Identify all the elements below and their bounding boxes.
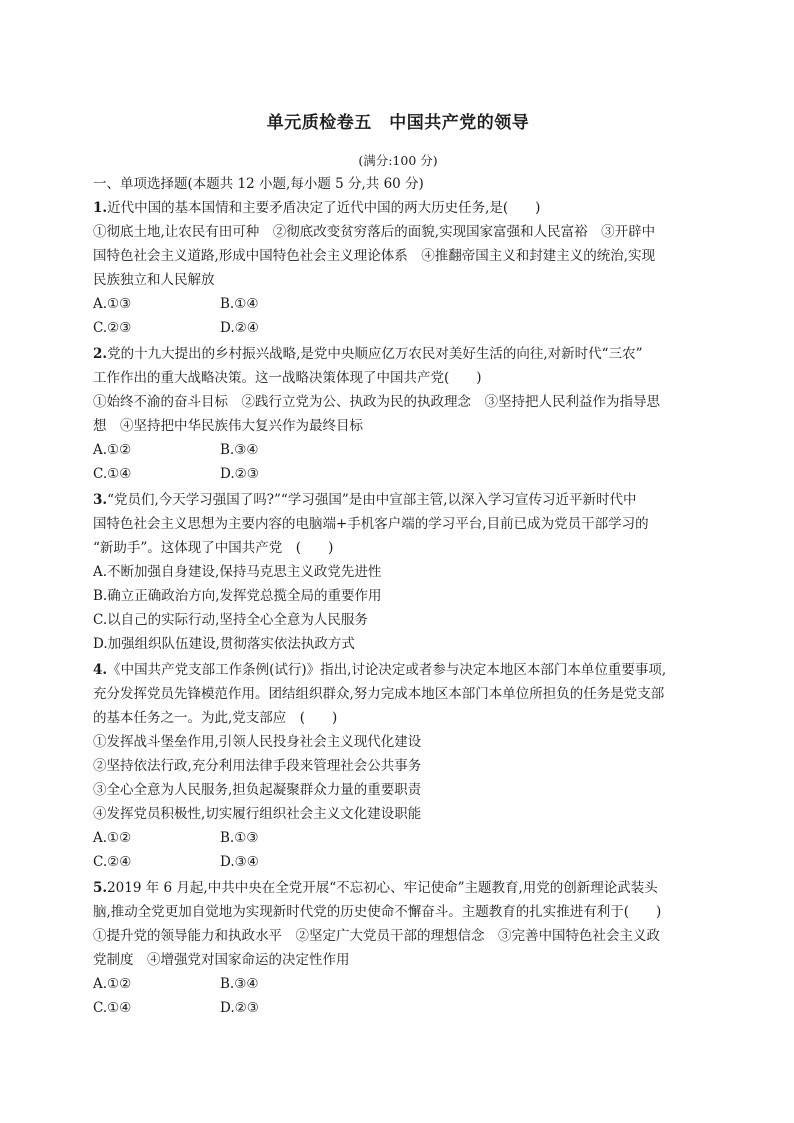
question-text: 民族独立和人民解放 [93, 272, 215, 288]
option-row [93, 438, 703, 462]
question-line [93, 244, 703, 268]
question-2 [93, 342, 703, 486]
question-number: 2. [93, 346, 108, 362]
question-text: 《中国共产党支部工作条例(试行)》指出,讨论决定或者参与决定本地区本部门本单位重要事项, [107, 662, 667, 678]
question-text: 想 ④坚持把中华民族伟大复兴作为最终目标 [93, 418, 363, 434]
question-line [93, 948, 703, 972]
question-text: 的基本任务之一。为此,党支部应 ( ) [93, 710, 338, 726]
question-3 [93, 488, 703, 656]
question-line [93, 924, 703, 948]
question-line [93, 560, 703, 584]
question-number: 3. [93, 492, 108, 508]
question-number: 5. [93, 880, 108, 896]
question-text: 脑,推动全党更加自觉地为实现新时代党的历史使命不懈奋斗。主题教育的扎实推进有利于( ) [93, 904, 662, 920]
question-line [93, 778, 703, 802]
option-row [93, 292, 703, 316]
answer-option: D.②③ [220, 1000, 259, 1016]
question-line [93, 488, 703, 512]
question-line [93, 730, 703, 754]
option-row [93, 316, 703, 340]
section-heading: 一、单项选择题(本题共 12 小题,每小题 5 分,共 60 分) [93, 176, 424, 192]
answer-option: A.①② [93, 830, 132, 846]
question-line [93, 366, 703, 390]
question-text: ①彻底土地,让农民有田可种 ②彻底改变贫穷落后的面貌,实现国家富强和人民富裕 ③开辟中 [93, 224, 656, 240]
question-line [93, 196, 703, 220]
answer-option: B.③④ [220, 976, 259, 992]
answer-option: C.②③ [93, 320, 132, 336]
answer-option: A.①③ [93, 296, 132, 312]
question-text: 2019 年 6 月起,中共中央在全党开展“不忘初心、牢记使命”主题教育,用党的创新理论武装头 [107, 880, 658, 896]
score-note: (满分:100 分) [358, 153, 438, 168]
question-text: 工作作出的重大战略决策。这一战略决策体现了中国共产党( ) [93, 370, 482, 386]
question-text: D.加强组织队伍建设,贯彻落实依法执政方式 [93, 636, 355, 652]
question-text: ③全心全意为人民服务,担负起凝聚群众力量的重要职责 [93, 782, 422, 798]
option-row [93, 972, 703, 996]
answer-option: A.①② [93, 976, 132, 992]
question-text: 国特色社会主义思想为主要内容的电脑端+手机客户端的学习平台,目前已成为党员干部学习的 [93, 516, 649, 532]
question-1 [93, 196, 703, 340]
question-text: ①提升党的领导能力和执政水平 ②坚定广大党员干部的理想信念 ③完善中国特色社会主义政 [93, 928, 660, 944]
question-line [93, 268, 703, 292]
exam-page [93, 108, 703, 1020]
question-line [93, 342, 703, 366]
question-line [93, 876, 703, 900]
question-text: 党的十九大提出的乡村振兴战略,是党中央顺应亿万农民对美好生活的向往,对新时代“三农” [107, 346, 643, 362]
answer-option: D.②④ [220, 320, 259, 336]
question-text: “新助手”。这体现了中国共产党 ( ) [93, 540, 334, 556]
answer-option: D.③④ [220, 854, 259, 870]
question-4 [93, 658, 703, 874]
answer-option: C.①④ [93, 1000, 132, 1016]
option-row [93, 826, 703, 850]
answer-option: A.①② [93, 442, 132, 458]
question-line [93, 682, 703, 706]
question-line [93, 900, 703, 924]
question-text: ②坚持依法行政,充分利用法律手段来管理社会公共事务 [93, 758, 422, 774]
question-5 [93, 876, 703, 1020]
question-list [93, 196, 703, 1020]
answer-option: C.②④ [93, 854, 132, 870]
question-line [93, 390, 703, 414]
question-text: ①发挥战斗堡垒作用,引领人民投身社会主义现代化建设 [93, 734, 422, 750]
question-text: B.确立正确政治方向,发挥党总揽全局的重要作用 [93, 588, 382, 604]
question-number: 4. [93, 662, 108, 678]
question-text: 充分发挥党员先锋模范作用。团结组织群众,努力完成本地区本部门本单位所担负的任务是党支部 [93, 686, 665, 702]
option-row [93, 462, 703, 486]
question-text: A.不断加强自身建设,保持马克思主义政党先进性 [93, 564, 382, 580]
question-line [93, 754, 703, 778]
page-title: 单元质检卷五 中国共产党的领导 [266, 113, 530, 133]
answer-option: B.①④ [220, 296, 259, 312]
question-line [93, 536, 703, 560]
question-number: 1. [93, 200, 108, 216]
question-line [93, 608, 703, 632]
question-line [93, 414, 703, 438]
question-text: ④发挥党员积极性,切实履行组织社会主义文化建设职能 [93, 806, 422, 822]
question-line [93, 632, 703, 656]
answer-option: C.①④ [93, 466, 132, 482]
question-line [93, 658, 703, 682]
answer-option: B.①③ [220, 830, 259, 846]
question-text: 党制度 ④增强党对国家命运的决定性作用 [93, 952, 350, 968]
question-line [93, 512, 703, 536]
question-text: “党员们,今天学习强国了吗?”“学习强国”是由中宣部主管,以深入学习宣传习近平新时代中 [107, 492, 637, 508]
answer-option: B.③④ [220, 442, 259, 458]
question-line [93, 706, 703, 730]
answer-option: D.②③ [220, 466, 259, 482]
option-row [93, 850, 703, 874]
question-line [93, 220, 703, 244]
question-text: C.以自己的实际行动,坚持全心全意为人民服务 [93, 612, 368, 628]
question-line [93, 584, 703, 608]
question-text: ①始终不渝的奋斗目标 ②践行立党为公、执政为民的执政理念 ③坚持把人民利益作为指导思 [93, 394, 660, 410]
question-text: 近代中国的基本国情和主要矛盾决定了近代中国的两大历史任务,是( ) [107, 200, 541, 216]
question-line [93, 802, 703, 826]
question-text: 国特色社会主义道路,形成中国特色社会主义理论体系 ④推翻帝国主义和封建主义的统治,实现 [93, 248, 656, 264]
option-row [93, 996, 703, 1020]
